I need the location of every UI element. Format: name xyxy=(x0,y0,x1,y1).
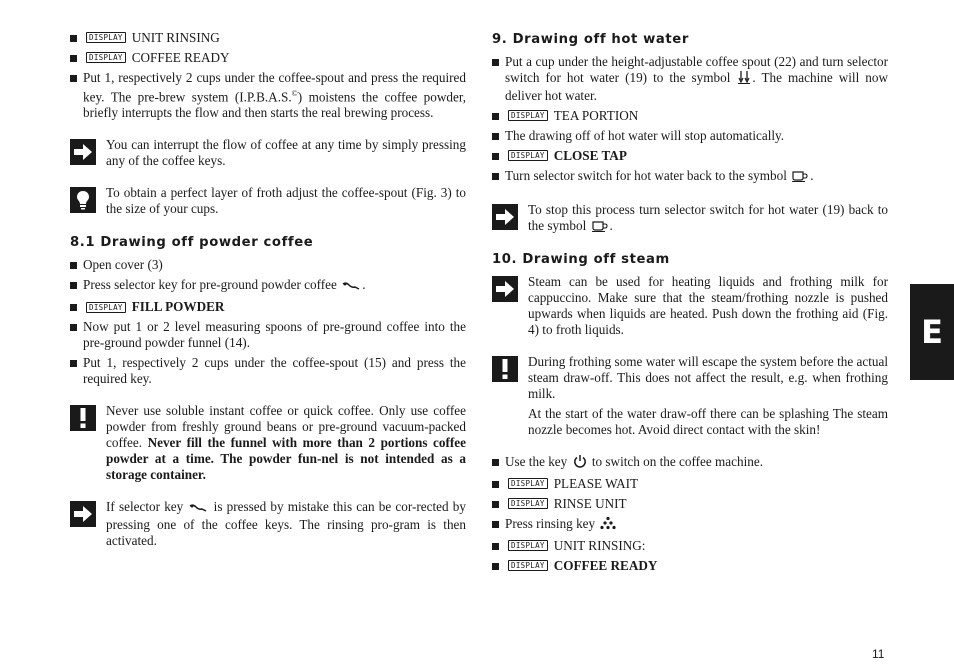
power-icon xyxy=(573,454,587,472)
tip-note xyxy=(492,274,888,338)
step-hot-water xyxy=(492,54,888,104)
display-line-coffee-ready xyxy=(492,558,888,574)
language-tab: E xyxy=(910,284,954,380)
warning-text-bold: Never fill the funnel with more than 2 portions coffee powder at a time. The powder fun-nel is not intended as a storage container. xyxy=(106,435,466,483)
hint-note xyxy=(70,185,466,217)
text: Press rinsing key xyxy=(505,516,596,531)
tip-note xyxy=(70,137,466,169)
display-tag: DISPLAY xyxy=(86,32,126,43)
bullet xyxy=(70,324,77,331)
exclamation-icon xyxy=(70,405,96,431)
display-text: COFFEE READY xyxy=(131,50,230,65)
display-text: FILL POWDER xyxy=(131,299,225,315)
tip-text: Steam can be used for heating liquids and frothing milk for cappuccino. Make sure that the steam/frothing nozzle is pushed upwards when liquids are heated. Push down the frothing aid (Fig. 4) to froth liquids. xyxy=(528,274,888,337)
display-line-fill-powder xyxy=(70,299,466,315)
warning-note xyxy=(70,403,466,483)
step-press-selector xyxy=(70,277,466,295)
cup-icon xyxy=(592,220,608,236)
bullet xyxy=(492,501,499,508)
display-tag: DISPLAY xyxy=(508,540,548,551)
text: ) moistens the coffee powder, briefly interrupts the flow and then starts the real brewing process. xyxy=(83,89,466,121)
arrow-right-icon xyxy=(492,204,518,230)
left-column xyxy=(70,30,466,549)
bullet xyxy=(492,459,499,466)
display-text: RINSE UNIT xyxy=(553,496,627,511)
text: Put 1, respectively 2 cups under the coffee-spout (15) and press the required key. xyxy=(83,355,466,387)
bullet xyxy=(70,35,77,42)
warning-note xyxy=(492,354,888,438)
powder-key-icon xyxy=(189,501,207,517)
bullet xyxy=(492,59,499,66)
bullet xyxy=(492,521,499,528)
bullet xyxy=(492,563,499,570)
section-heading-9: 9. Drawing off hot water xyxy=(492,32,689,47)
text: . xyxy=(362,277,366,293)
bullet xyxy=(492,481,499,488)
arrow-right-icon xyxy=(492,276,518,302)
warning-text: At the start of the water draw-off there can be splashing The steam nozzle becomes hot. Avoid direct contact with the skin! xyxy=(528,406,888,437)
tip-text: . xyxy=(609,218,613,233)
text: to switch on the coffee machine. xyxy=(591,454,763,469)
page-number: 11 xyxy=(872,647,885,661)
bullet xyxy=(70,282,77,289)
section-heading-8-1: 8.1 Drawing off powder coffee xyxy=(70,235,314,251)
text: Turn selector switch for hot water back to the symbol xyxy=(505,168,787,183)
bullet xyxy=(492,173,499,180)
display-tag: DISPLAY xyxy=(508,478,548,489)
text: Open cover (3) xyxy=(83,257,163,273)
display-line-coffee-ready xyxy=(70,50,466,66)
bullet xyxy=(70,304,77,311)
display-text: COFFEE READY xyxy=(553,558,658,573)
warning-text: Never use soluble instant coffee or quick coffee. Only use coffee powder from freshly ground beans or pre-ground vacuum-packed coffee. xyxy=(106,403,466,451)
hot-water-icon xyxy=(738,70,750,88)
cup-icon xyxy=(792,170,808,186)
display-line-please-wait xyxy=(492,476,888,492)
display-tag: DISPLAY xyxy=(508,560,548,571)
display-line-unit-rinsing xyxy=(70,30,466,46)
rinse-icon xyxy=(600,516,616,534)
step-turn-back xyxy=(492,168,888,186)
lightbulb-icon xyxy=(70,187,96,213)
step-cups xyxy=(70,355,466,387)
display-line-unit-rinsing xyxy=(492,538,888,554)
bullet xyxy=(70,360,77,367)
bullet xyxy=(70,262,77,269)
display-text: TEA PORTION xyxy=(553,108,639,123)
display-text: UNIT RINSING: xyxy=(553,538,646,553)
display-line-rinse-unit xyxy=(492,496,888,512)
exclamation-icon xyxy=(492,356,518,382)
tip-text: If selector key xyxy=(106,499,184,515)
hint-text: To obtain a perfect layer of froth adjust the coffee-spout (Fig. 3) to the size of your cups. xyxy=(106,185,466,217)
step-press-rinsing xyxy=(492,516,888,534)
arrow-right-icon xyxy=(70,139,96,165)
text: . xyxy=(810,168,814,183)
text: Press selector key for pre-ground powder coffee xyxy=(83,277,337,293)
text: . The machine will now deliver hot water. xyxy=(505,70,888,103)
section-heading-10: 10. Drawing off steam xyxy=(492,252,670,267)
warning-text: During frothing some water will escape the system before the actual steam draw-off. This does not affect the result, e.g. when frothing milk. xyxy=(528,354,888,401)
display-text: UNIT RINSING xyxy=(131,30,220,45)
text: The drawing off of hot water will stop automatically. xyxy=(505,128,785,143)
display-line-close-tap xyxy=(492,148,888,164)
display-text: CLOSE TAP xyxy=(553,148,627,163)
tip-note xyxy=(70,499,466,549)
bullet xyxy=(492,543,499,550)
tip-text: You can interrupt the flow of coffee at any time by simply pressing any of the coffee keys. xyxy=(106,137,466,169)
bullet xyxy=(492,133,499,140)
tip-text: is pressed by mistake this can be cor-rected by pressing one of the coffee keys. The rinsing pro-gram is then activated. xyxy=(106,499,466,549)
arrow-right-icon xyxy=(70,501,96,527)
tip-note xyxy=(492,202,888,236)
text: Use the key xyxy=(505,454,568,469)
instruction-cups xyxy=(70,70,466,121)
display-text: PLEASE WAIT xyxy=(553,476,639,491)
text: Now put 1 or 2 level measuring spoons of pre-ground coffee into the pre-ground powder funnel (14). xyxy=(83,319,466,351)
step-power-on xyxy=(492,454,888,472)
step-open-cover xyxy=(70,257,466,273)
text: Put 1, respectively 2 cups under the coffee-spout and press the required key. The pre-brew system (I.P.B.A.S. xyxy=(83,70,466,105)
step-auto-stop xyxy=(492,128,888,144)
bullet xyxy=(70,55,77,62)
right-column xyxy=(492,30,888,578)
bullet xyxy=(492,113,499,120)
display-tag: DISPLAY xyxy=(86,52,126,63)
display-tag: DISPLAY xyxy=(508,110,548,121)
bullet xyxy=(70,75,77,82)
copyright-mark: © xyxy=(291,89,298,98)
text: Put a cup under the height-adjustable coffee spout (22) and turn selector switch for hot water (19) to the symbol xyxy=(505,54,888,85)
step-measuring-spoons xyxy=(70,319,466,351)
bullet xyxy=(492,153,499,160)
display-line-tea-portion xyxy=(492,108,888,124)
tip-text: To stop this process turn selector switch for hot water (19) back to the symbol xyxy=(528,202,888,233)
display-tag: DISPLAY xyxy=(86,302,126,313)
display-tag: DISPLAY xyxy=(508,498,548,509)
display-tag: DISPLAY xyxy=(508,150,548,161)
powder-key-icon xyxy=(342,279,360,295)
